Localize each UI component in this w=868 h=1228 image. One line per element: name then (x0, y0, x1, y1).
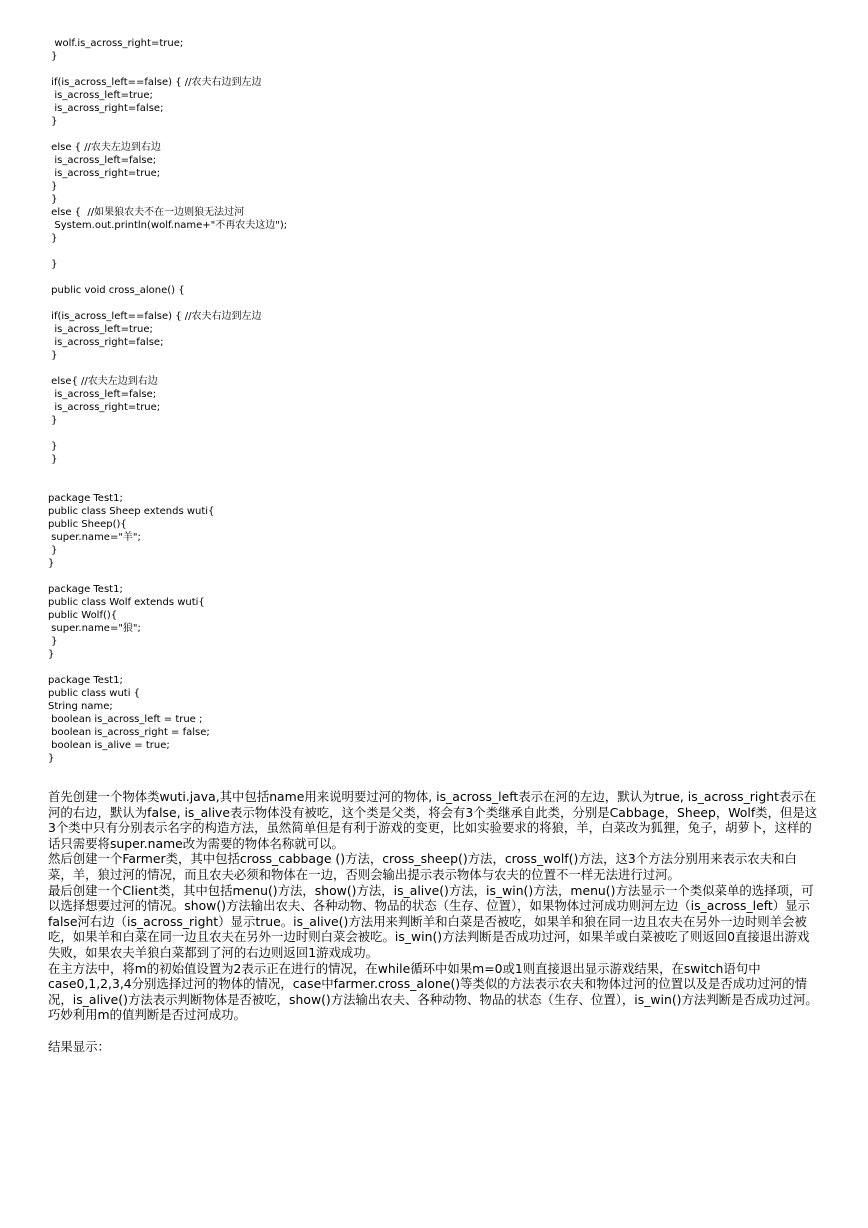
code-line: is_across_left=true; (48, 90, 153, 101)
code-line: is_across_right=false; (48, 103, 164, 114)
code-line (48, 427, 838, 440)
code-line: if(is_across_left==false) { //农夫右边到左边 (48, 311, 262, 322)
code-line: public Wolf(){ (48, 610, 118, 621)
code-line: package Test1; (48, 493, 123, 504)
code-line: } (48, 259, 58, 270)
code-line (48, 63, 838, 76)
code-line: } (48, 350, 58, 361)
code-line: } (48, 233, 58, 244)
code-line (48, 362, 838, 375)
code-line: else { //如果狼农夫不在一边则狼无法过河 (48, 207, 245, 218)
code-line: boolean is_alive = true; (48, 740, 170, 751)
code-line (48, 271, 838, 284)
code-line: System.out.println(wolf.name+"不再农夫这边"); (48, 220, 288, 231)
code-line (48, 245, 838, 258)
code-line: public class wuti { (48, 688, 141, 699)
code-line: boolean is_across_left = true ; (48, 714, 203, 725)
explanation-text (48, 789, 820, 1054)
code-line: package Test1; (48, 675, 123, 686)
code-line: is_across_left=false; (48, 155, 157, 166)
paragraph-main: 在主方法中，将m的初始值设置为2表示正在进行的情况，在while循环中如果m=0或1则直接退出显示游戏结果，在switch语句中case0,1,2,3,4分别选择过河的物体的情况，case中farmer.cross_alone()等类似的方法表示农夫和物体过河的位置以及是否成功过河的情况，is_alive()方法表示判断物体是否被吃，show()方法输出农夫、各种动物、物品的状态（生存、位置），is_win()方法判断是否成功过河。巧妙利用m的值判断是否过河成功。 (48, 960, 818, 1023)
code-line: is_across_right=true; (48, 402, 161, 413)
code-line (48, 297, 838, 310)
code-line: is_across_right=true; (48, 168, 161, 179)
code-line: } (48, 454, 58, 465)
code-line: package Test1; (48, 584, 123, 595)
code-line: } (48, 441, 58, 452)
code-line: public void cross_alone() { (48, 285, 185, 296)
code-line: } (48, 753, 55, 764)
code-line: wolf.is_across_right=true; (48, 38, 184, 49)
code-line: public class Sheep extends wuti{ (48, 506, 215, 517)
result-label: 结果显示： (48, 1038, 110, 1054)
code-line: else{ //农夫左边到右边 (48, 376, 158, 387)
code-line: } (48, 558, 55, 569)
paragraph-farmer: 然后创建一个Farmer类，其中包括cross_cabbage ()方法，cross_sheep()方法，cross_wolf()方法，这3个方法分别用来表示农夫和白菜，羊，狼过河的情况，而且农夫必须和物体在一边，否则会输出提示表示物体与农夫的位置不一样无法进行过河。 (48, 851, 797, 882)
code-line: } (48, 415, 58, 426)
code-line: String name; (48, 701, 113, 712)
paragraph-client: 最后创建一个Client类，其中包括menu()方法，show()方法，is_alive()方法，is_win()方法，menu()方法显示一个类似菜单的选择项，可以选择想要过河的情况。show()方法输出农夫、各种动物、物品的状态（生存、位置），如果物体过河成功则河左边（is_across_left）显示false河右边（is_across_right）显示true。is_alive()方法用来判断羊和白菜是否被吃，如果羊和狼在同一边且农夫在另外一边时则羊会被吃，如果羊和白菜在同一边且农夫在另外一边时则白菜会被吃。is_win()方法判断是否成功过河，如果羊或白菜被吃了则返回0直接退出游戏失败，如果农夫羊狼白菜都到了河的右边则返回1游戏成功。 (48, 882, 814, 960)
code-line (48, 466, 838, 479)
code-line: is_across_left=true; (48, 324, 153, 335)
code-line: } (48, 51, 58, 62)
code-line (48, 479, 838, 492)
paragraph-wuti: 首先创建一个物体类wuti.java,其中包括name用来说明要过河的物体, is_across_left表示在河的左边，默认为true, is_across_right表示在河的右边，默认为false, is_alive表示物体没有被吃，这个类是父类，将会有3个类继承自此类，分别是Cabbage，Sheep，Wolf类，但是这3个类中只有分别表示名字的构造方法，虽然简单但是有利于游戏的变更，比如实验要求的将狼，羊，白菜改为狐狸，兔子，胡萝卜，这样的话只需要将super.name改为需要的物体名称就可以。 (48, 789, 818, 851)
code-line: is_across_left=false; (48, 389, 157, 400)
code-line: super.name="狼"; (48, 623, 141, 634)
code-line: is_across_right=false; (48, 337, 164, 348)
code-line: } (48, 194, 58, 205)
code-line (48, 570, 838, 583)
code-line: super.name="羊"; (48, 532, 141, 543)
code-line: public class Wolf extends wuti{ (48, 597, 205, 608)
code-line: } (48, 181, 58, 192)
code-line: if(is_across_left==false) { //农夫右边到左边 (48, 77, 262, 88)
code-line: else { //农夫左边到右边 (48, 142, 161, 153)
code-line (48, 128, 838, 141)
spacer (48, 1023, 820, 1039)
code-block (48, 37, 838, 765)
code-line: } (48, 116, 58, 127)
code-line (48, 661, 838, 674)
code-line: public Sheep(){ (48, 519, 127, 530)
code-line: } (48, 649, 55, 660)
code-line: boolean is_across_right = false; (48, 727, 210, 738)
code-line: } (48, 545, 58, 556)
code-line: } (48, 636, 58, 647)
